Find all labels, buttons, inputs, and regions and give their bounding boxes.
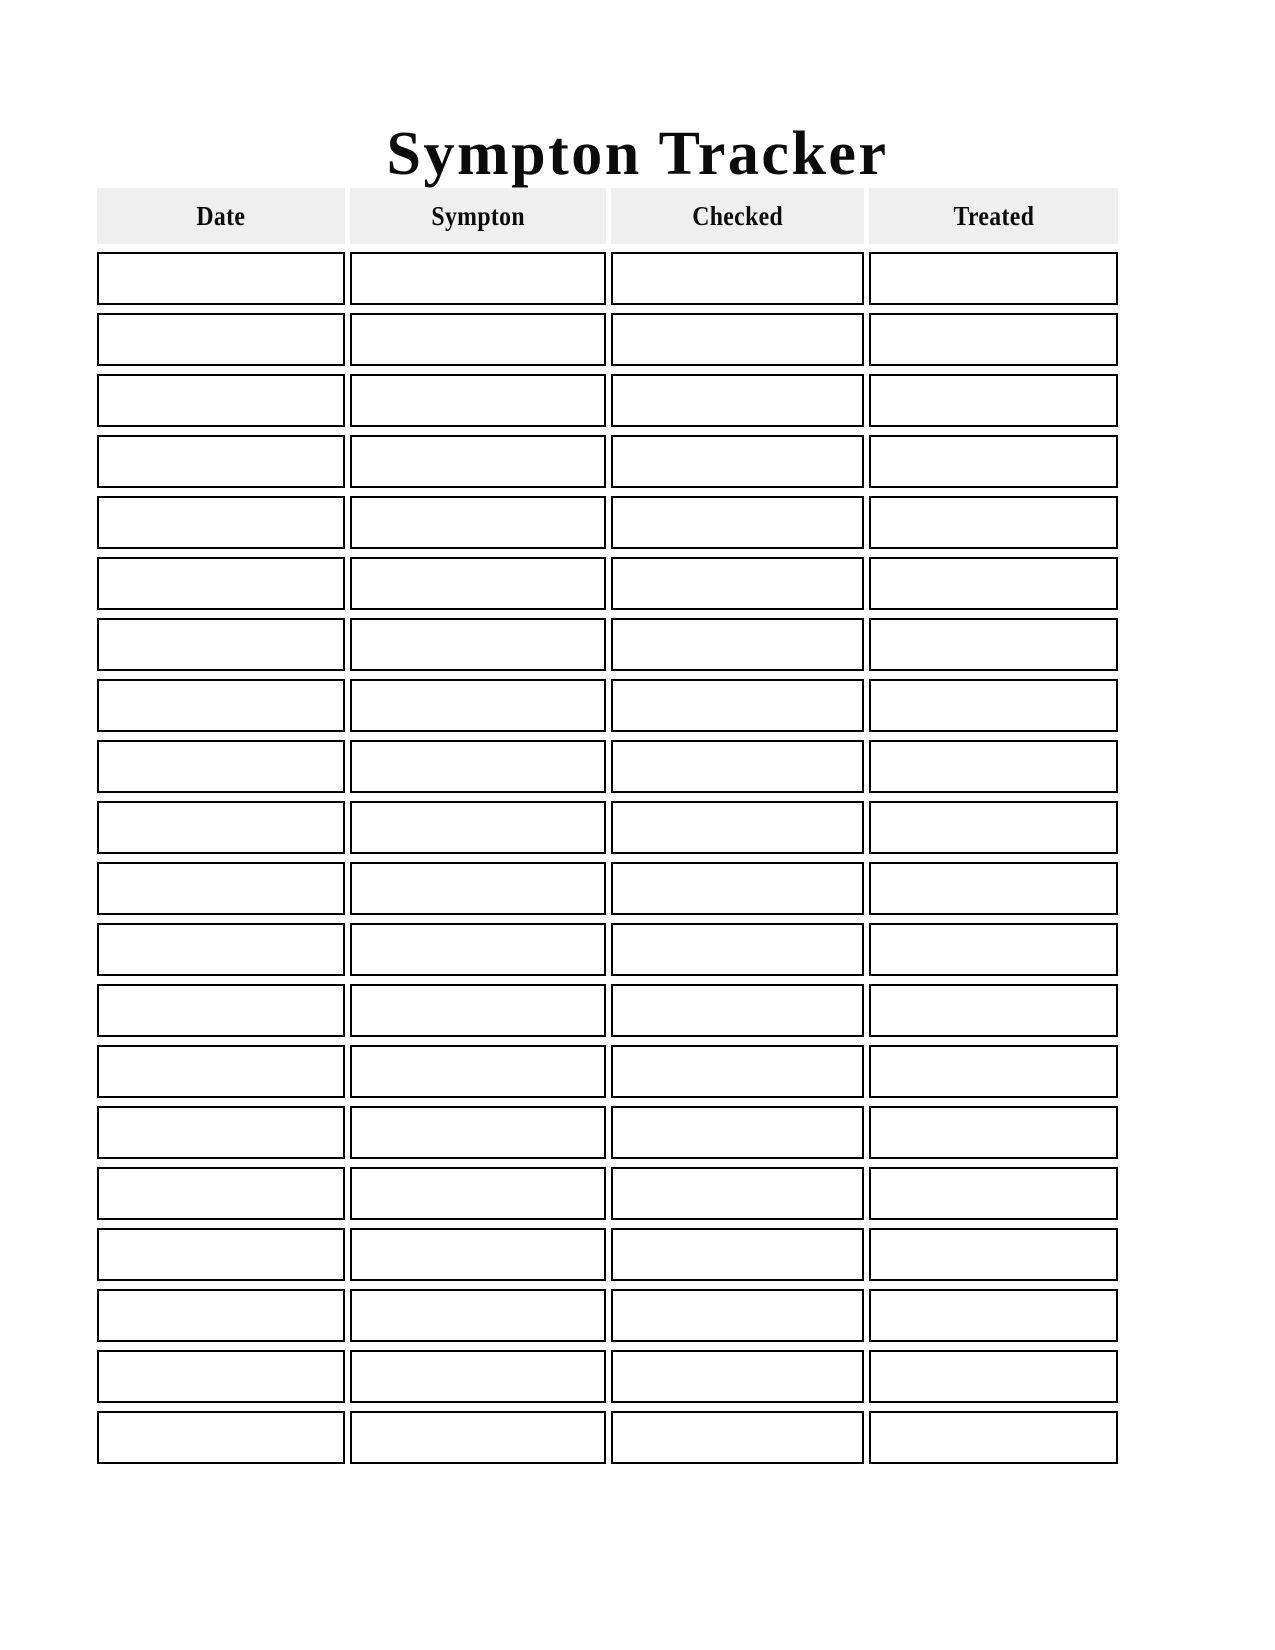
- cell-treated[interactable]: [869, 923, 1118, 976]
- cell-checked[interactable]: [611, 1411, 864, 1464]
- cell-date[interactable]: [97, 252, 345, 305]
- cell-treated[interactable]: [869, 557, 1118, 610]
- table-row: [97, 496, 1118, 549]
- cell-checked[interactable]: [611, 1106, 864, 1159]
- cell-sympton[interactable]: [350, 1228, 607, 1281]
- table-row: [97, 1045, 1118, 1098]
- table-row: [97, 679, 1118, 732]
- cell-sympton[interactable]: [350, 984, 607, 1037]
- column-header-checked-label: Checked: [692, 201, 784, 231]
- cell-treated[interactable]: [869, 801, 1118, 854]
- cell-sympton[interactable]: [350, 374, 607, 427]
- cell-date[interactable]: [97, 1411, 345, 1464]
- table-row: [97, 1350, 1118, 1403]
- cell-treated[interactable]: [869, 984, 1118, 1037]
- cell-checked[interactable]: [611, 923, 864, 976]
- cell-checked[interactable]: [611, 1167, 864, 1220]
- cell-treated[interactable]: [869, 679, 1118, 732]
- cell-treated[interactable]: [869, 252, 1118, 305]
- cell-checked[interactable]: [611, 252, 864, 305]
- cell-checked[interactable]: [611, 1289, 864, 1342]
- cell-date[interactable]: [97, 740, 345, 793]
- cell-date[interactable]: [97, 1289, 345, 1342]
- cell-treated[interactable]: [869, 374, 1118, 427]
- cell-sympton[interactable]: [350, 313, 607, 366]
- table-row: [97, 557, 1118, 610]
- column-header-date-label: Date: [196, 201, 246, 231]
- cell-sympton[interactable]: [350, 435, 607, 488]
- cell-treated[interactable]: [869, 313, 1118, 366]
- cell-sympton[interactable]: [350, 740, 607, 793]
- table-row: [97, 801, 1118, 854]
- cell-date[interactable]: [97, 923, 345, 976]
- table-header-row: [97, 188, 1118, 244]
- cell-checked[interactable]: [611, 1350, 864, 1403]
- cell-date[interactable]: [97, 984, 345, 1037]
- cell-checked[interactable]: [611, 862, 864, 915]
- cell-checked[interactable]: [611, 496, 864, 549]
- cell-treated[interactable]: [869, 1167, 1118, 1220]
- cell-date[interactable]: [97, 374, 345, 427]
- cell-sympton[interactable]: [350, 862, 607, 915]
- cell-treated[interactable]: [869, 1106, 1118, 1159]
- cell-checked[interactable]: [611, 313, 864, 366]
- cell-sympton[interactable]: [350, 252, 607, 305]
- cell-date[interactable]: [97, 862, 345, 915]
- cell-sympton[interactable]: [350, 618, 607, 671]
- cell-date[interactable]: [97, 1350, 345, 1403]
- cell-sympton[interactable]: [350, 1045, 607, 1098]
- column-header-sympton-label: Sympton: [431, 201, 525, 231]
- column-header-treated: [869, 188, 1118, 244]
- cell-date[interactable]: [97, 1106, 345, 1159]
- cell-treated[interactable]: [869, 496, 1118, 549]
- cell-date[interactable]: [97, 618, 345, 671]
- cell-treated[interactable]: [869, 862, 1118, 915]
- cell-treated[interactable]: [869, 1289, 1118, 1342]
- cell-checked[interactable]: [611, 618, 864, 671]
- cell-treated[interactable]: [869, 1228, 1118, 1281]
- cell-sympton[interactable]: [350, 679, 607, 732]
- cell-sympton[interactable]: [350, 801, 607, 854]
- table-row: [97, 1106, 1118, 1159]
- table-row: [97, 862, 1118, 915]
- cell-sympton[interactable]: [350, 1106, 607, 1159]
- cell-checked[interactable]: [611, 1228, 864, 1281]
- column-header-checked: [611, 188, 864, 244]
- cell-checked[interactable]: [611, 1045, 864, 1098]
- table-row: [97, 740, 1118, 793]
- cell-sympton[interactable]: [350, 496, 607, 549]
- column-header-date: [97, 188, 345, 244]
- table-row: [97, 374, 1118, 427]
- cell-sympton[interactable]: [350, 557, 607, 610]
- cell-sympton[interactable]: [350, 1411, 607, 1464]
- cell-checked[interactable]: [611, 374, 864, 427]
- cell-date[interactable]: [97, 557, 345, 610]
- cell-checked[interactable]: [611, 435, 864, 488]
- cell-date[interactable]: [97, 313, 345, 366]
- cell-date[interactable]: [97, 435, 345, 488]
- cell-date[interactable]: [97, 1167, 345, 1220]
- cell-treated[interactable]: [869, 618, 1118, 671]
- cell-checked[interactable]: [611, 679, 864, 732]
- cell-treated[interactable]: [869, 1350, 1118, 1403]
- cell-treated[interactable]: [869, 1045, 1118, 1098]
- cell-date[interactable]: [97, 801, 345, 854]
- cell-sympton[interactable]: [350, 1350, 607, 1403]
- cell-checked[interactable]: [611, 740, 864, 793]
- table-body: [97, 252, 1118, 1464]
- table-row: [97, 618, 1118, 671]
- cell-date[interactable]: [97, 496, 345, 549]
- table-row: [97, 984, 1118, 1037]
- cell-treated[interactable]: [869, 435, 1118, 488]
- cell-date[interactable]: [97, 1228, 345, 1281]
- cell-checked[interactable]: [611, 557, 864, 610]
- cell-treated[interactable]: [869, 1411, 1118, 1464]
- sympton-tracker-table: [97, 188, 1118, 1472]
- cell-treated[interactable]: [869, 740, 1118, 793]
- table-row: [97, 1289, 1118, 1342]
- column-header-treated-label: Treated: [953, 201, 1034, 231]
- table-row: [97, 313, 1118, 366]
- table-row: [97, 252, 1118, 305]
- cell-checked[interactable]: [611, 984, 864, 1037]
- table-row: [97, 1167, 1118, 1220]
- column-header-sympton: [350, 188, 607, 244]
- page-title: Sympton Tracker: [386, 119, 889, 188]
- table-row: [97, 1411, 1118, 1464]
- table-row: [97, 923, 1118, 976]
- cell-sympton[interactable]: [350, 1289, 607, 1342]
- cell-checked[interactable]: [611, 801, 864, 854]
- table-row: [97, 435, 1118, 488]
- cell-sympton[interactable]: [350, 923, 607, 976]
- cell-date[interactable]: [97, 1045, 345, 1098]
- table-row: [97, 1228, 1118, 1281]
- cell-date[interactable]: [97, 679, 345, 732]
- cell-sympton[interactable]: [350, 1167, 607, 1220]
